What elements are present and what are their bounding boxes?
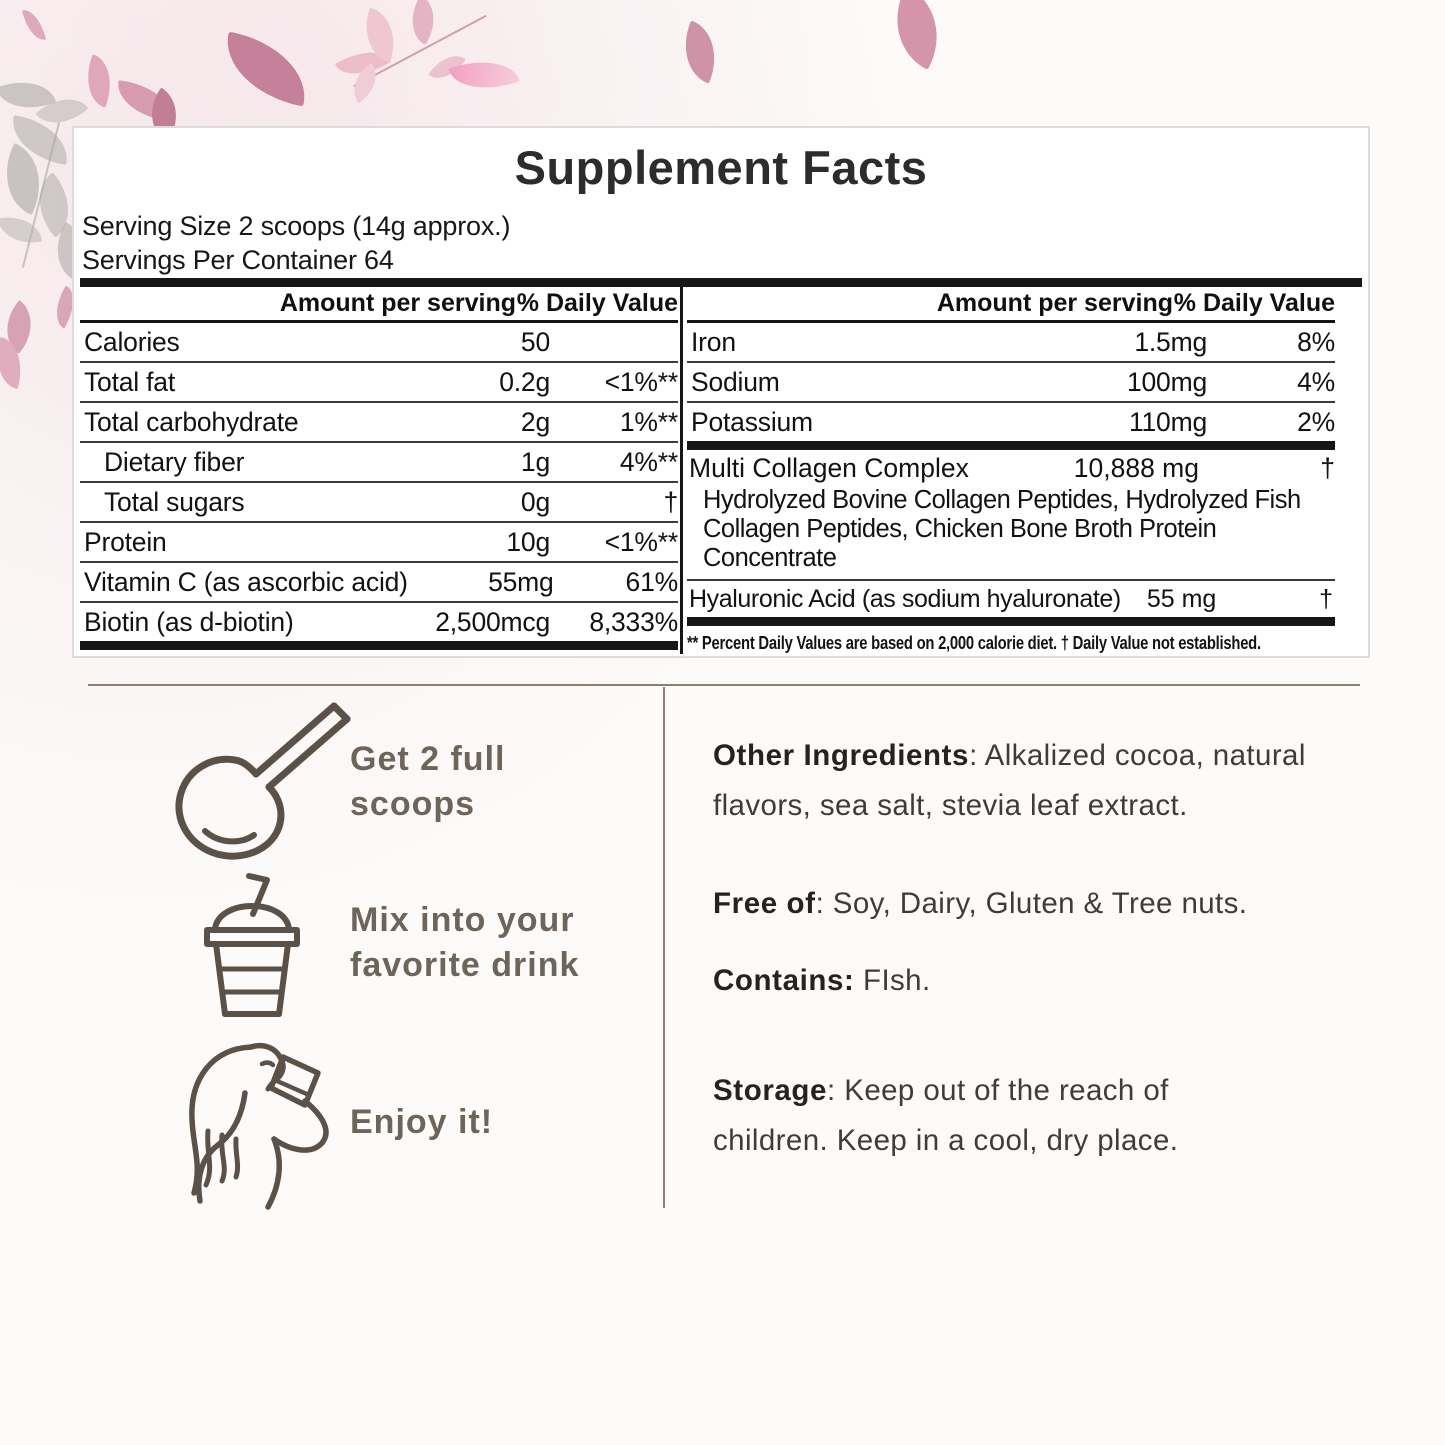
nutrition-table-left [80,287,678,650]
panel-title: Supplement Facts [514,141,928,194]
supplement-facts-panel [72,126,1370,658]
instruction-text: Enjoy it! [350,1103,494,1141]
horizontal-divider [88,684,1360,686]
instruction-text: Mix into your favorite drink [350,901,580,984]
table-divider [680,278,683,654]
other-ingredients-text [713,731,1361,830]
thick-rule [80,641,678,650]
thick-rule [687,441,1335,450]
table-row: Protein 10g <1%** [80,523,678,563]
amount-header: Amount per serving [279,289,516,317]
column-header [687,287,1335,323]
free-of-text [713,879,1361,929]
leaf-decoration [77,54,121,107]
contains-text [713,956,1361,1006]
leaf-decoration [22,7,46,44]
leaf-decoration [217,31,315,106]
table-row: Dietary fiber 1g 4%** [80,443,678,483]
drink-cup-icon [192,872,312,1018]
nutrition-tables [80,287,1362,653]
collagen-complex-ingredients: Hydrolyzed Bovine Collagen Peptides, Hydrolyzed Fish Collagen Peptides, Chicken Bone Broth Protein Concentrate [703,486,1301,572]
daily-value-header: % Daily Value [1173,289,1335,317]
contains-label: Contains: [713,964,855,997]
collagen-complex-row: Multi Collagen Complex 10,888 mg † [689,452,1335,483]
scoop-icon [148,698,353,863]
table-row: Total sugars 0g † [80,483,678,523]
column-header [80,287,678,323]
thick-rule [80,278,1362,287]
woman-drinking-icon [150,1035,365,1225]
daily-value-footnote: ** Percent Daily Values are based on 2,000 calorie diet. † Daily Value not established. [687,632,1261,653]
table-row: Sodium 100mg 4% [687,363,1335,403]
table-row: Total carbohydrate 2g 1%** [80,403,678,443]
table-row: Potassium 110mg 2% [691,406,1335,437]
servings-per-container-text: Servings Per Container 64 [82,245,394,275]
other-ingredients-label: Other Ingredients [713,739,970,772]
storage-text [713,1066,1213,1165]
table-row: Iron 1.5mg 8% [687,323,1335,363]
daily-value-header: % Daily Value [516,289,678,317]
amount-header: Amount per serving [936,289,1173,317]
instruction-text: Get 2 full scoops [350,740,506,823]
hyaluronic-acid-row: Hyaluronic Acid (as sodium hyaluronate) 55 mg † [687,579,1335,617]
storage-value: : Keep out of the reach of children. Keep in a cool, dry place. [713,1074,1179,1157]
free-of-label: Free of [713,887,816,920]
serving-size-text: Serving Size 2 scoops (14g approx.) [82,211,511,241]
thick-rule [687,617,1335,626]
table-row: Calories 50 [80,323,678,363]
storage-label: Storage [713,1074,828,1107]
leaf-decoration [876,0,957,70]
table-row: Total fat 0.2g <1%** [80,363,678,403]
contains-value: FIsh. [854,964,931,997]
leaf-decoration [672,20,729,83]
table-row: Vitamin C (as ascorbic acid) 55mg 61% [80,563,678,603]
other-ingredients-value: : Alkalized cocoa, natural flavors, sea salt, stevia leaf extract. [713,739,1306,822]
table-row: Biotin (as d-biotin) 2,500mcg 8,333% [84,606,678,637]
nutrition-table-right [687,287,1335,654]
free-of-value: : Soy, Dairy, Gluten & Tree nuts. [815,887,1248,920]
